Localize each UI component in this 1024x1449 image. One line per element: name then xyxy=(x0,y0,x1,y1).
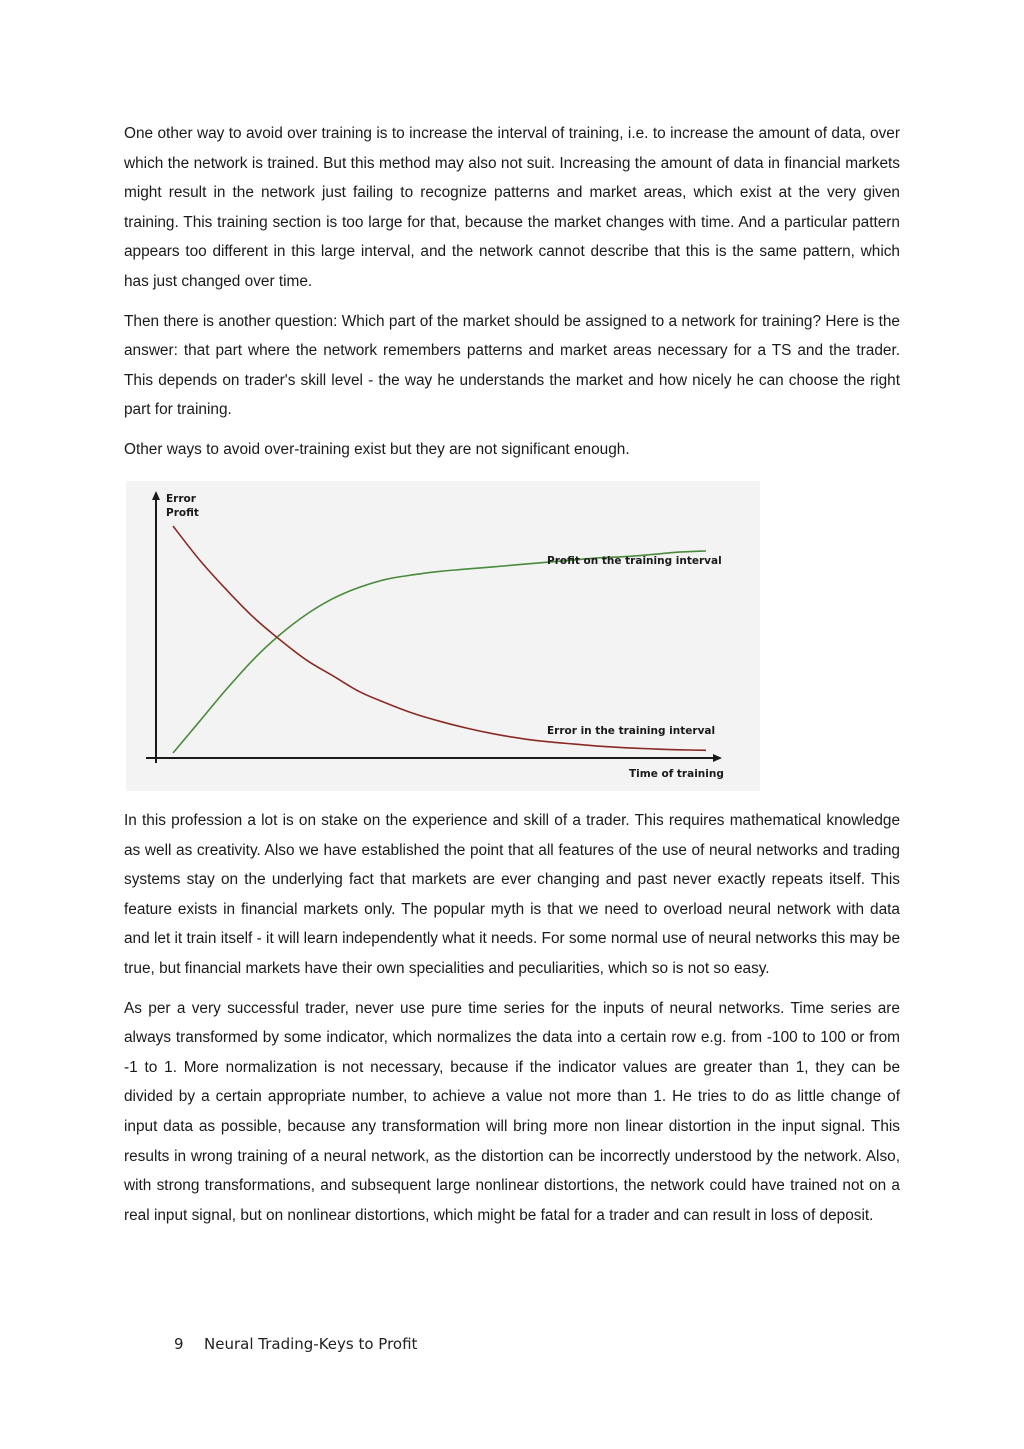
y-axis-label-error: Error xyxy=(166,493,196,505)
page-footer xyxy=(174,1335,417,1353)
x-axis-arrow xyxy=(713,754,722,762)
text-block-bottom xyxy=(124,806,900,1230)
y-axis-label-profit: Profit xyxy=(166,507,199,519)
series-label-profit: Profit on the training interval xyxy=(547,555,722,567)
paragraph: In this profession a lot is on stake on the experience and skill of a trader. This requires mathematical knowledge as well as creativity. Also we have established the point that all features of the use of neural networks and trading systems stay on the underlying fact that markets are ever changing and past never exactly repeats itself. This feature exists in financial markets only. The popular myth is that we need to overload neural network with data and let it train itself - it will learn independently what it needs. For some normal use of neural networks this may be true, but financial markets have their own specialities and peculiarities, which so is not so easy. xyxy=(124,812,900,977)
paragraph: Then there is another question: Which part of the market should be assigned to a network for training? Here is the answer: that part where the network remembers patterns and market areas necessary for a TS and the trader. This depends on trader's skill level - the way he understands the market and how nicely he can choose the right part for training. xyxy=(124,312,900,419)
series-label-error: Error in the training interval xyxy=(547,725,716,737)
paragraph: One other way to avoid over training is to increase the interval of training, i.e. to increase the amount of data, over which the network is trained. But this method may also not suit. Increasing the amount of data in financial markets might result in the network just failing to recognize patterns and market areas, which exist at the very given training. This training section is too large for that, because the market changes with time. And a particular pattern appears too different in this large interval, and the network cannot describe that this is the same pattern, which has just changed over time. xyxy=(124,125,900,290)
paragraph: Other ways to avoid over-training exist but they are not significant enough. xyxy=(124,440,630,458)
training-chart-figure xyxy=(126,481,760,791)
page-number: 9 xyxy=(174,1335,184,1353)
training-chart xyxy=(126,481,760,791)
footer-title: Neural Trading-Keys to Profit xyxy=(204,1335,418,1353)
text-block-top xyxy=(124,119,900,465)
y-axis-arrow xyxy=(152,491,160,500)
series-line-profit xyxy=(173,551,706,753)
x-axis-label: Time of training xyxy=(629,768,724,780)
paragraph: As per a very successful trader, never use pure time series for the inputs of neural networks. Time series are always transformed by some indicator, which normalizes the data into a certain row e.g. from -100 to 100 or from -1 to 1. More normalization is not necessary, because if the indicator values are greater than 1, they can be divided by a certain appropriate number, to achieve a value not more than 1. He tries to do as little change of input data as possible, because any transformation will bring more non linear distortion in the input signal. This results in wrong training of a neural network, as the distortion can be incorrectly understood by the network. Also, with strong transformations, and subsequent large nonlinear distortions, the network could have trained not on a real input signal, but on nonlinear distortions, which might be fatal for a trader and can result in loss of deposit. xyxy=(124,999,900,1224)
